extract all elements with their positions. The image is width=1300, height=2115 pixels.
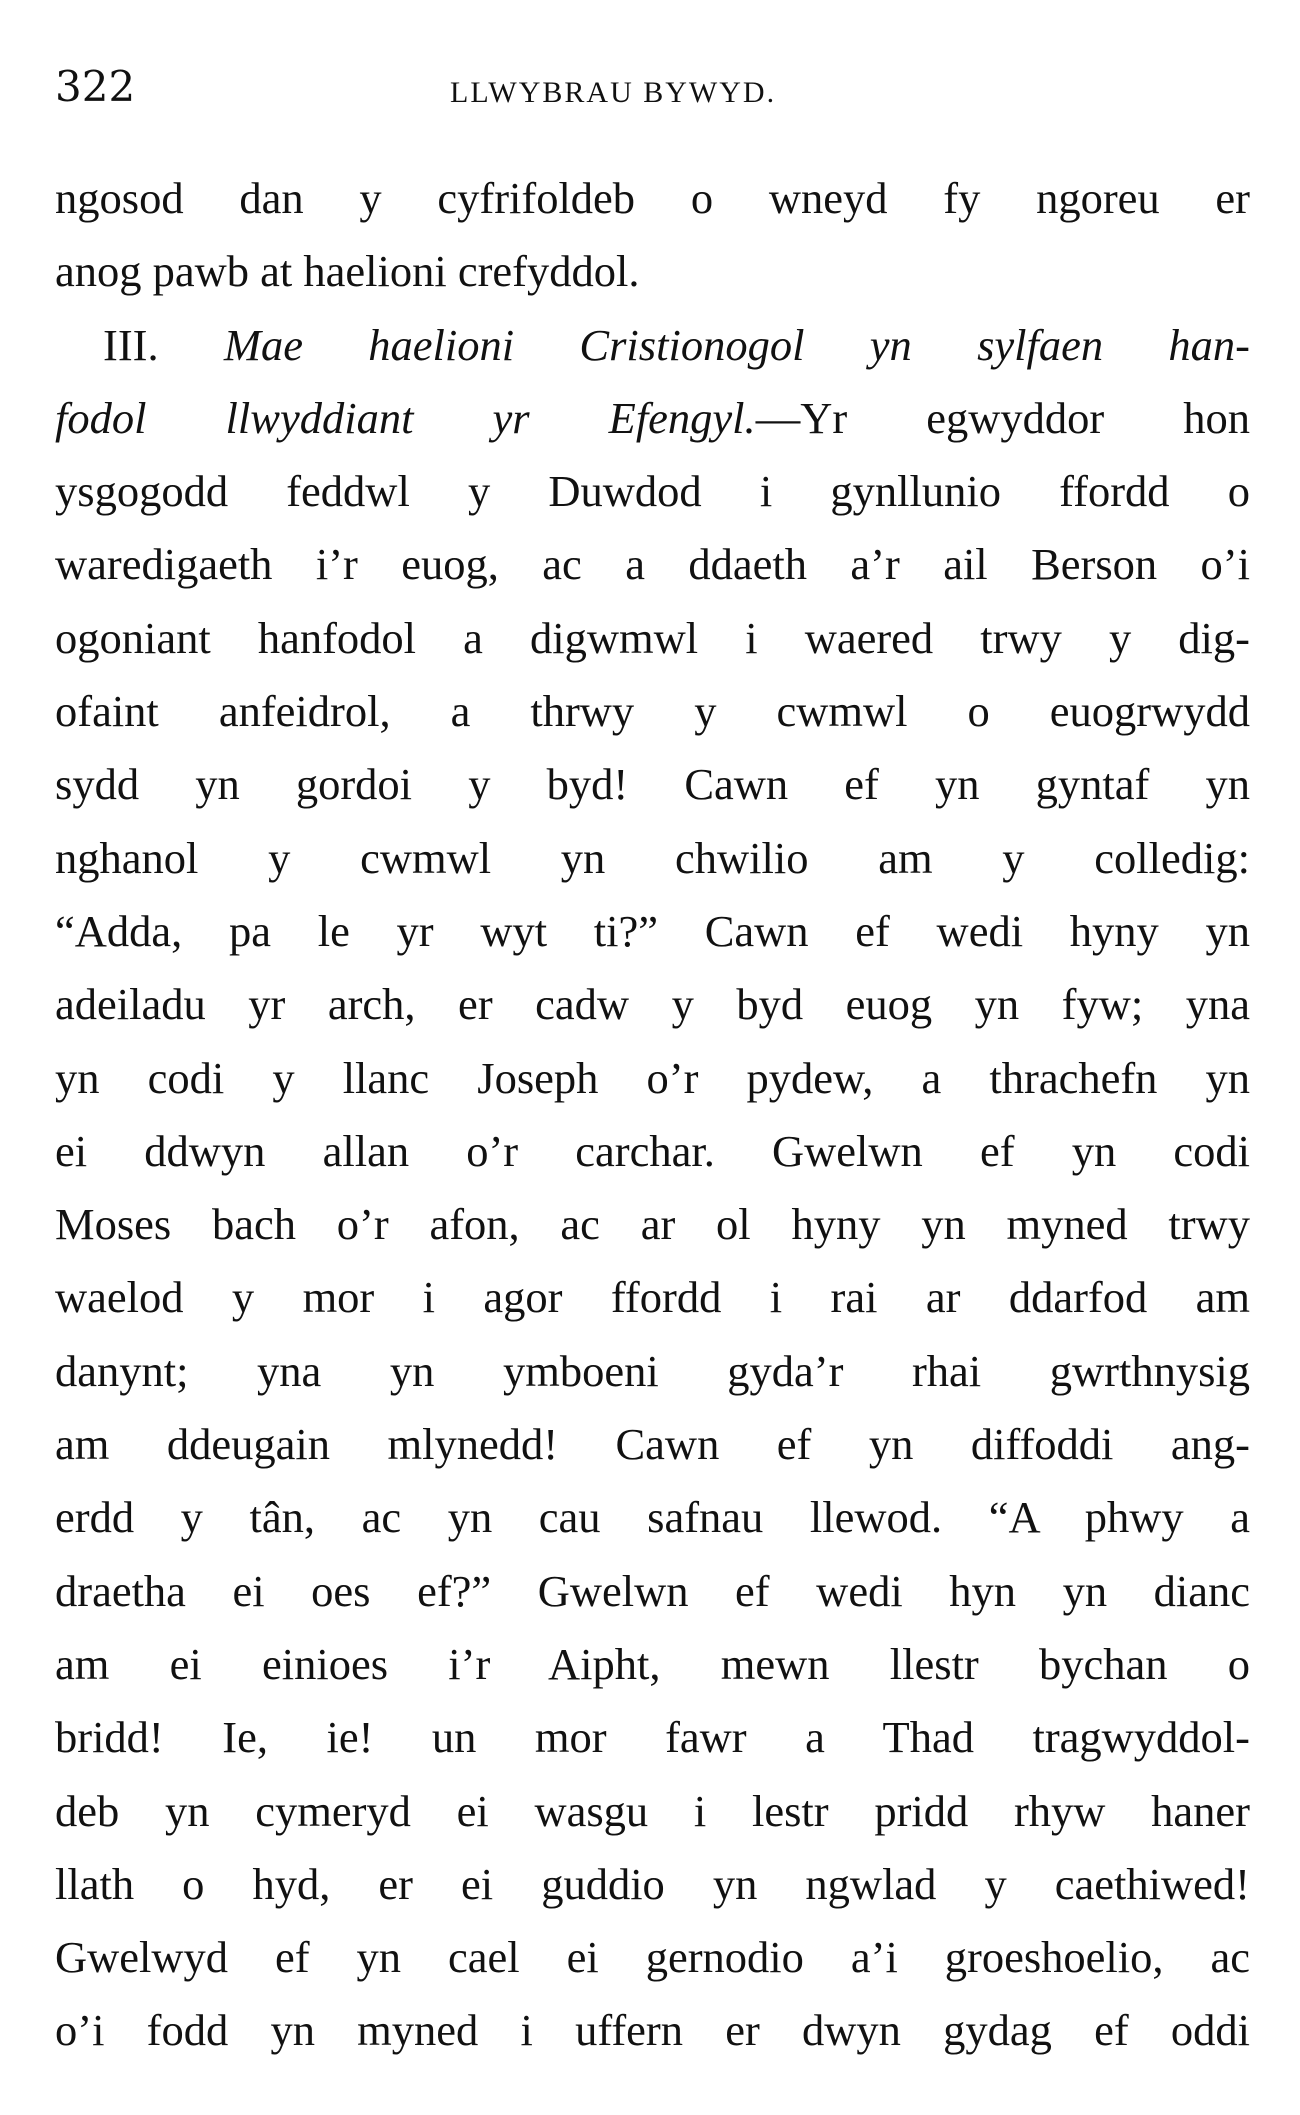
text-line: ofaint anfeidrol, a thrwy y cwmwl o euogrwydd (55, 686, 1250, 737)
text-line: erdd y tân, ac yn cau safnau llewod. “A phwy a (55, 1492, 1250, 1543)
text-line: draetha ei oes ef?” Gwelwn ef wedi hyn yn dianc (55, 1565, 1250, 1616)
text-line: ogoniant hanfodol a digwmwl i waered trwy y dig- (55, 612, 1250, 663)
text-line: am ddeugain mlynedd! Cawn ef yn diffoddi ang- (55, 1419, 1250, 1470)
text-line: nghanol y cwmwl yn chwilio am y colledig: (55, 832, 1250, 883)
text-line: adeiladu yr arch, er cadw y byd euog yn fyw; yna (55, 979, 1250, 1030)
text-line: ei ddwyn allan o’r carchar. Gwelwn ef yn codi (55, 1125, 1250, 1176)
text-line (55, 382, 1250, 455)
text-line: waredigaeth i’r euog, ac a ddaeth a’r ail Berson o’i (55, 539, 1250, 590)
text-line: waelod y mor i agor ffordd i rai ar ddarfod am (55, 1272, 1250, 1323)
text-line: deb yn cymeryd ei wasgu i lestr pridd rhyw haner (55, 1785, 1250, 1836)
text-run: —Yr egwyddor hon (755, 392, 1250, 443)
text-line: Moses bach o’r afon, ac ar ol hyny yn myned trwy (55, 1199, 1250, 1250)
section-numeral: III. (103, 319, 159, 370)
section-heading-line (55, 309, 1250, 382)
text-line: am ei einioes i’r Aipht, mewn llestr bychan o (55, 1638, 1250, 1689)
running-head (55, 62, 1250, 112)
text-line: llath o hyd, er ei guddio yn ngwlad y caethiwed! (55, 1858, 1250, 1909)
section-heading-italic: Mae haelioni Cristionogol yn sylfaen han- (223, 319, 1250, 370)
text-line: danynt; yna yn ymboeni gyda’r rhai gwrthnysig (55, 1345, 1250, 1396)
text-line: ngosod dan y cyfrifoldeb o wneyd fy ngoreu er (55, 173, 1250, 223)
text-line: “Adda, pa le yr wyt ti?” Cawn ef wedi hyny yn (55, 905, 1250, 956)
running-title: LLWYBRAU BYWYD. (450, 76, 777, 109)
text-line: Gwelwyd ef yn cael ei gernodio a’i groeshoelio, ac (55, 1932, 1250, 1983)
page-number: 322 (55, 62, 136, 111)
text-line: o’i fodd yn myned i uffern er dwyn gydag ef oddi (55, 2005, 1250, 2056)
text-line: yn codi y llanc Joseph o’r pydew, a thrachefn yn (55, 1052, 1250, 1103)
text-line: ysgogodd feddwl y Duwdod i gynllunio ffordd o (55, 466, 1250, 517)
text-line: bridd! Ie, ie! un mor fawr a Thad tragwyddol- (55, 1712, 1250, 1763)
section-heading-italic-cont: fodol llwyddiant yr Efengyl. (55, 392, 756, 443)
text-line: sydd yn gordoi y byd! Cawn ef yn gyntaf yn (55, 759, 1250, 810)
body-text (55, 162, 1250, 2068)
text-line: anog pawb at haelioni crefyddol. (55, 246, 640, 297)
